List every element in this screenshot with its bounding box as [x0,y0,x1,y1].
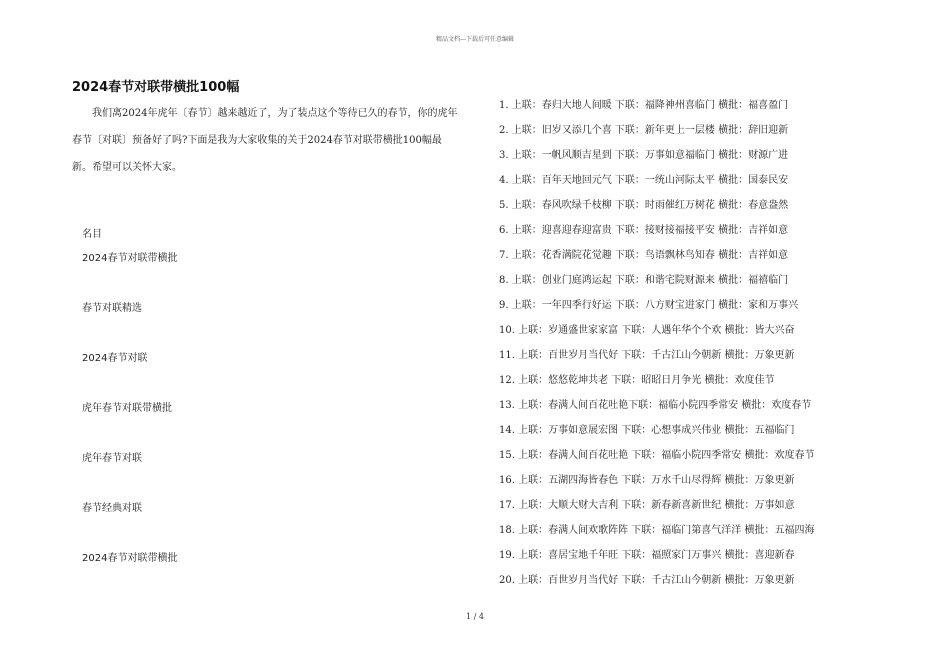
couplet-item: 5. 上联：春风吹绿千枝柳 下联：时雨催红万树花 横批：春意盎然 [499,200,789,211]
toc-item[interactable]: 2024春节对联带横批 [82,253,178,264]
couplet-item: 16. 上联：五湖四海皆春色 下联：万水千山尽得辉 横批：万象更新 [499,475,795,486]
couplet-item: 15. 上联：春满人间百花吐艳 下联：福临小院四季常安 横批：欢度春节 [499,450,815,461]
couplet-item: 4. 上联：百年天地回元气 下联：一统山河际太平 横批：国泰民安 [499,175,789,186]
toc-item[interactable]: 春节经典对联 [82,503,142,514]
couplet-item: 10. 上联：岁通盛世家家富 下联：人遇年华个个欢 横批：皆大兴奋 [499,325,795,336]
page-header: 精品文档---下载后可任意编辑 [435,36,515,43]
couplet-item: 7. 上联：花香满院花觉趣 下联：鸟语飘林鸟知春 横批：吉祥如意 [499,250,789,261]
couplet-item: 6. 上联：迎喜迎春迎富贵 下联：接财接福接平安 横批：吉祥如意 [499,225,789,236]
intro-paragraph: 我们离2024年虎年〔春节〕越来越近了，为了装点这个等待已久的春节，你的虎年春节〔对联〕预备好了吗?下面是我为大家收集的关于2024春节对联带横批100幅最新。希望可以关怀大家。 [72,108,458,173]
couplet-list [499,99,879,599]
toc-item[interactable]: 春节对联精选 [82,303,142,314]
couplet-item: 13. 上联：春满人间百花吐艳下联：福临小院四季常安 横批：欢度春节 [499,400,812,411]
toc-item[interactable]: 虎年春节对联 [82,453,142,464]
couplet-item: 1. 上联：春归大地人间暖 下联：福降神州喜临门 横批：福喜盈门 [499,100,789,111]
toc-item[interactable]: 2024春节对联带横批 [82,553,178,564]
couplet-item: 11. 上联：百世岁月当代好 下联：千古江山今朝新 横批：万象更新 [499,350,795,361]
couplet-item: 12. 上联：悠悠乾坤共老 下联：昭昭日月争光 横批：欢度佳节 [499,375,775,386]
toc-item[interactable]: 2024春节对联 [82,353,148,364]
toc-item[interactable]: 虎年春节对联带横批 [82,403,172,414]
couplet-item: 9. 上联：一年四季行好运 下联：八方财宝进家门 横批：家和万事兴 [499,300,799,311]
couplet-item: 19. 上联：喜居宝地千年旺 下联：福照家门万事兴 横批：喜迎新春 [499,550,795,561]
couplet-item: 8. 上联：创业门庭鸿运起 下联：和谐宅院财源来 横批：福禧临门 [499,275,789,286]
couplet-item: 17. 上联：大顺大财大吉利 下联：新春新喜新世纪 横批：万事如意 [499,500,795,511]
couplet-item: 18. 上联：春满人间欢歌阵阵 下联：福临门第喜气洋洋 横批：五福四海 [499,525,815,536]
page-number: 1 / 4 [466,612,484,621]
couplet-item: 14. 上联：万事如意展宏图 下联：心想事成兴伟业 横批：五福临门 [499,425,795,436]
couplet-item: 3. 上联：一帆风顺吉星到 下联：万事如意福临门 横批：财源广进 [499,150,789,161]
couplet-item: 20. 上联：百世岁月当代好 下联：千古江山今朝新 横批：万象更新 [499,575,795,586]
document-title: 2024春节对联带横批100幅 [72,80,240,95]
table-of-contents [82,252,177,602]
couplet-item: 2. 上联：旧岁又添几个喜 下联：新年更上一层楼 横批：辞旧迎新 [499,125,789,136]
toc-heading: 名目 [82,229,102,240]
